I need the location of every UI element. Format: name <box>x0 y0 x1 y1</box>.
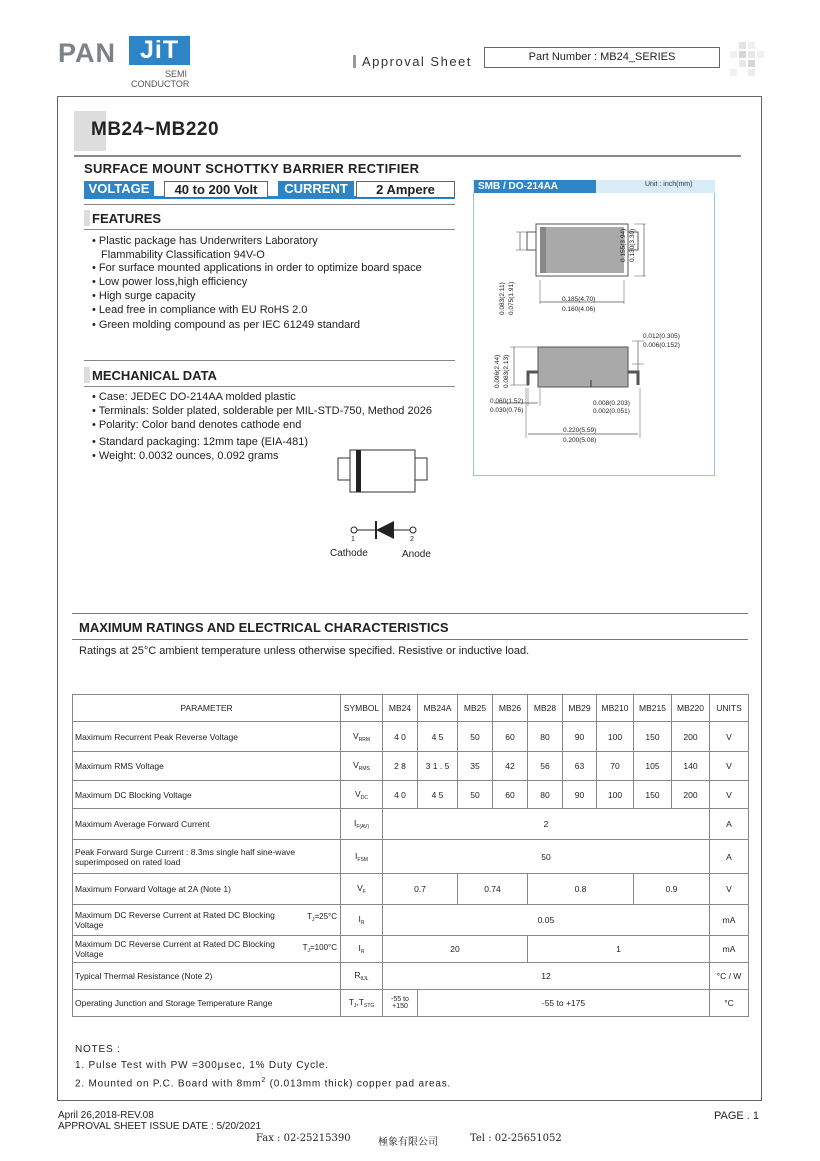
value-cell: 4 0 <box>383 781 418 809</box>
current-value: 2 Ampere <box>356 181 455 198</box>
value-cell: 60 <box>493 722 528 752</box>
value-cell: 90 <box>563 722 597 752</box>
value-cell: 80 <box>528 781 563 809</box>
header-cell: MB220 <box>672 695 710 722</box>
feature-item: • Plastic package has Underwriters Laboratory <box>92 235 318 247</box>
footer-fax: Fax : 02-25215390 <box>256 1133 351 1144</box>
ratings-note: Ratings at 25°C ambient temperature unless otherwise specified. Resistive or inductive load. <box>79 645 530 657</box>
value-cell: -55 to +150 <box>383 990 418 1017</box>
part-number-box: Part Number : MB24_SERIES <box>484 47 720 68</box>
param-cell: Maximum Recurrent Peak Reverse Voltage <box>73 722 341 752</box>
symbol-cell: $I_{F(AV)}$ <box>341 809 383 840</box>
value-cell: 35 <box>458 752 493 781</box>
value-cell: 150 <box>634 722 672 752</box>
value-cell: 50 <box>458 722 493 752</box>
unit-cell: V <box>710 752 749 781</box>
value-cell: 63 <box>563 752 597 781</box>
decorative-squares <box>725 40 765 80</box>
param-cell: Maximum DC Blocking Voltage <box>73 781 341 809</box>
notes-heading: NOTES : <box>75 1044 121 1055</box>
symbol-cell: $T_J,T_{STG}$ <box>341 990 383 1017</box>
table-row <box>73 809 749 840</box>
value-cell: 70 <box>597 752 634 781</box>
dim-f1: 0.060(1.52) <box>490 398 524 405</box>
feature-item: • Lead free in compliance with EU RoHS 2.0 <box>92 303 308 316</box>
diode-drawing <box>336 448 432 560</box>
dim-o1: 0.220(5.59) <box>563 427 597 434</box>
current-tag: CURRENT <box>278 181 354 198</box>
condition-label: $T_J=25^\circ C$ <box>307 912 337 923</box>
ratings-top-line <box>72 613 748 614</box>
dim-o2: 0.200(5.08) <box>563 437 597 444</box>
footer-issue-date: APPROVAL SHEET ISSUE DATE : 5/20/2021 <box>58 1121 262 1132</box>
header-cell: MB29 <box>563 695 597 722</box>
symbol-cell: $I_R$ <box>341 936 383 963</box>
param-cell: Peak Forward Surge Current : 8.3ms single half sine-wave superimposed on rated load <box>73 840 341 874</box>
header-cell: PARAMETER <box>73 695 341 722</box>
value-cell: 60 <box>493 781 528 809</box>
package-title: SMB / DO-214AA <box>474 180 596 193</box>
voltage-value: 40 to 200 Volt <box>164 181 268 198</box>
feature-item: Flammability Classification 94V-O <box>101 248 265 261</box>
param-cell: Operating Junction and Storage Temperature Range <box>73 990 341 1017</box>
approval-sheet-label: Approval Sheet <box>362 54 472 69</box>
dim-g1: 0.008(0.203) <box>593 400 630 407</box>
mechanical-item: • Case: JEDEC DO-214AA molded plastic <box>92 391 296 403</box>
value-cell: 0.9 <box>634 874 710 905</box>
unit-cell: A <box>710 809 749 840</box>
ratings-table <box>72 694 749 1017</box>
value-cell: 80 <box>528 722 563 752</box>
dim-l2: 0.075(1.91) <box>508 281 515 315</box>
header-cell: MB25 <box>458 695 493 722</box>
logo-pan: PAN <box>58 38 117 68</box>
mechanical-item: • Polarity: Color band denotes cathode end <box>92 419 302 432</box>
value-cell: 140 <box>672 752 710 781</box>
package-unit: Unit : inch(mm) <box>645 181 693 188</box>
table-row <box>73 722 749 752</box>
unit-cell: °C / W <box>710 963 749 990</box>
header-cell: MB24 <box>383 695 418 722</box>
table-row <box>73 963 749 990</box>
symbol-cell: $I_R$ <box>341 905 383 936</box>
header-cell: MB28 <box>528 695 563 722</box>
unit-cell: mA <box>710 905 749 936</box>
value-cell: 12 <box>383 963 710 990</box>
value-cell: 0.05 <box>383 905 710 936</box>
value-cell: 56 <box>528 752 563 781</box>
table-row <box>73 840 749 874</box>
logo-jit: JiT <box>129 36 190 65</box>
unit-cell: °C <box>710 990 749 1017</box>
value-cell: 90 <box>563 781 597 809</box>
value-cell: -55 to +175 <box>418 990 710 1017</box>
header-cell: MB24A <box>418 695 458 722</box>
param-cell: Typical Thermal Resistance (Note 2) <box>73 963 341 990</box>
table-row <box>73 990 749 1017</box>
notes <box>75 1042 451 1092</box>
title-divider <box>74 155 741 157</box>
table-row <box>73 874 749 905</box>
dim-g2: 0.002(0.051) <box>593 408 630 415</box>
symbol-cell: $V_{DC}$ <box>341 781 383 809</box>
value-cell: 0.74 <box>458 874 528 905</box>
subtitle: SURFACE MOUNT SCHOTTKY BARRIER RECTIFIER <box>84 161 420 176</box>
table-row <box>73 936 749 963</box>
symbol-cell: $R_{\theta JL}$ <box>341 963 383 990</box>
features-list <box>92 235 422 333</box>
mechanical-item: • Weight: 0.0032 ounces, 0.092 grams <box>92 449 279 462</box>
dim-t1: 0.012(0.305) <box>643 333 680 340</box>
unit-cell: V <box>710 874 749 905</box>
param-cell: Maximum DC Reverse Current at Rated DC Blocking Voltage $T_J=100^\circ C$ <box>73 936 341 963</box>
footer-tel: Tel : 02-25651052 <box>470 1133 562 1144</box>
pin2-label: 2 <box>410 536 414 543</box>
features-bottom-line <box>84 229 455 230</box>
note-2: 2. Mounted on P.C. Board with $8mm^2$ (0.013mm thick) copper pad areas. <box>75 1077 452 1090</box>
table-row <box>73 781 749 809</box>
dim-h1: 0.155(3.94) <box>620 228 627 262</box>
value-cell: 200 <box>672 781 710 809</box>
value-cell: 100 <box>597 781 634 809</box>
value-cell: 100 <box>597 722 634 752</box>
value-cell: 42 <box>493 752 528 781</box>
value-cell: 4 5 <box>418 781 458 809</box>
note-1: 1. Pulse Test with PW =300μsec, 1% Duty Cycle. <box>75 1059 329 1071</box>
unit-cell: A <box>710 840 749 874</box>
mechanical-bottom-line <box>84 386 455 387</box>
symbol-cell: $I_{FSM}$ <box>341 840 383 874</box>
header-cell: UNITS <box>710 695 749 722</box>
voltage-tag: VOLTAGE <box>84 181 154 198</box>
dim-t2: 0.006(0.152) <box>643 342 680 349</box>
pin1-label: 1 <box>351 536 355 543</box>
value-cell: 2 <box>383 809 710 840</box>
cathode-label: Cathode <box>330 548 368 559</box>
feature-item: • Low power loss,high efficiency <box>92 276 248 289</box>
logo-semi: SEMI <box>165 69 188 79</box>
dim-w2: 0.160(4.06) <box>562 306 596 313</box>
mechanical-heading: MECHANICAL DATA <box>92 368 217 383</box>
symbol-cell: $V_{RMS}$ <box>341 752 383 781</box>
logo-conductor: CONDUCTOR <box>131 79 190 89</box>
approval-bar <box>353 55 356 68</box>
mechanical-mark <box>84 367 90 383</box>
param-cell: Maximum Average Forward Current <box>73 809 341 840</box>
features-top-line <box>84 204 455 205</box>
symbol-cell: $V_F$ <box>341 874 383 905</box>
table-row <box>73 752 749 781</box>
value-cell: 0.7 <box>383 874 458 905</box>
value-cell: 20 <box>383 936 528 963</box>
condition-label: $T_J=100^\circ C$ <box>302 943 337 954</box>
unit-cell: V <box>710 722 749 752</box>
value-cell: 50 <box>458 781 493 809</box>
header-cell: MB215 <box>634 695 672 722</box>
dim-s1: 0.096(2.44) <box>494 354 501 388</box>
param-cell: Maximum RMS Voltage <box>73 752 341 781</box>
mechanical-top-line <box>84 360 455 361</box>
param-cell: Maximum DC Reverse Current at Rated DC Blocking Voltage $T_J=25^\circ C$ <box>73 905 341 936</box>
footer-page: PAGE . 1 <box>714 1110 760 1122</box>
header-cell: SYMBOL <box>341 695 383 722</box>
features-heading: FEATURES <box>92 211 162 226</box>
anode-label: Anode <box>402 549 431 560</box>
value-cell: 4 5 <box>418 722 458 752</box>
value-cell: 105 <box>634 752 672 781</box>
footer-company: 極象有限公司 <box>378 1137 438 1148</box>
value-cell: 2 8 <box>383 752 418 781</box>
feature-item: • Green molding compound as per IEC 61249 standard <box>92 319 361 332</box>
value-cell: 50 <box>383 840 710 874</box>
features-mark <box>84 210 90 226</box>
header-cell: MB210 <box>597 695 634 722</box>
dim-f2: 0.030(0.76) <box>490 407 524 414</box>
dim-h2: 0.130(3.30) <box>629 228 636 262</box>
table-row <box>73 905 749 936</box>
feature-item: • High surge capacity <box>92 289 196 302</box>
ratings-heading: MAXIMUM RATINGS AND ELECTRICAL CHARACTERISTICS <box>79 620 449 635</box>
dim-s2: 0.083(2.13) <box>503 354 510 388</box>
value-cell: 200 <box>672 722 710 752</box>
header-cell: MB26 <box>493 695 528 722</box>
feature-item: • For surface mounted applications in order to optimize board space <box>92 262 422 275</box>
value-cell: 0.8 <box>528 874 634 905</box>
value-cell: 150 <box>634 781 672 809</box>
value-cell: 3 1 . 5 <box>418 752 458 781</box>
unit-cell: V <box>710 781 749 809</box>
table-header-row <box>73 695 749 722</box>
dim-l1: 0.083(2.11) <box>499 282 506 315</box>
value-cell: 1 <box>528 936 710 963</box>
ratings-bottom-line <box>72 639 748 640</box>
symbol-cell: $V_{RRM}$ <box>341 722 383 752</box>
footer-date: April 26,2018-REV.08 <box>58 1110 154 1121</box>
mechanical-item: • Terminals: Solder plated, solderable per MIL-STD-750, Method 2026 <box>92 404 432 417</box>
value-cell: 4 0 <box>383 722 418 752</box>
param-cell: Maximum Forward Voltage at 2A (Note 1) <box>73 874 341 905</box>
dim-w1: 0.185(4.70) <box>562 296 596 303</box>
mechanical-item: • Standard packaging: 12mm tape (EIA-481) <box>92 436 309 449</box>
page-title: MB24~MB220 <box>91 119 220 140</box>
unit-cell: mA <box>710 936 749 963</box>
